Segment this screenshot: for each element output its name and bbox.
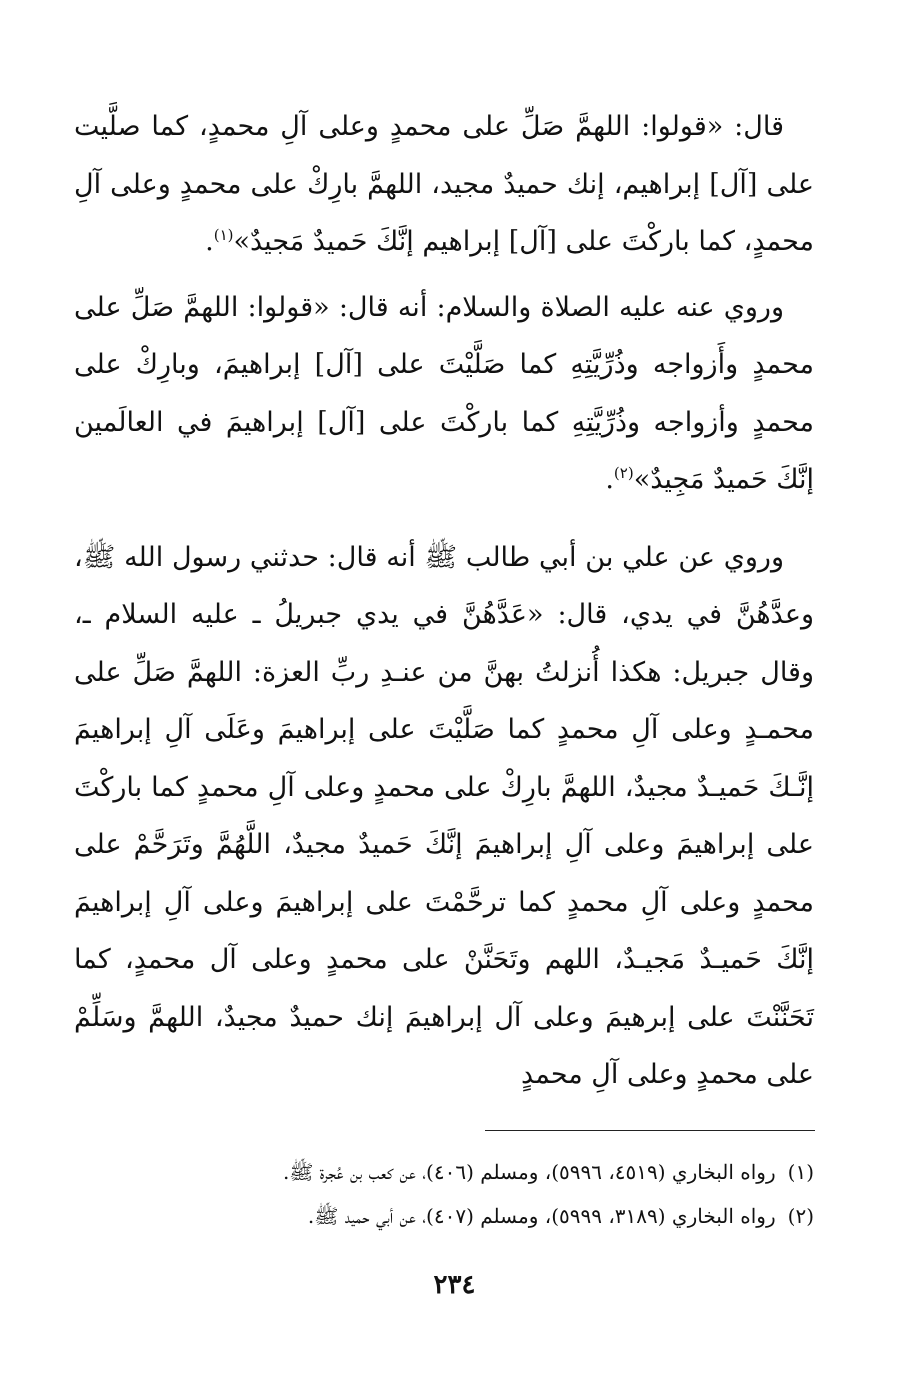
footnote-1-text: رواه البخاري (٤٥١٩، ٥٩٩٦)، ومسلم (٤٠٦)، عن كعب بن عُجرة ﷺ. <box>282 1160 776 1184</box>
footnotes <box>74 1150 814 1238</box>
footnote-1-number: (١) <box>787 1160 814 1184</box>
main-text <box>74 98 814 1104</box>
footnote-2-text: رواه البخاري (٣١٨٩، ٥٩٩٩)، ومسلم (٤٠٧)، عن أبي حميد ﷺ. <box>307 1204 776 1228</box>
paragraph-2-text: وروي عنه عليه الصلاة والسلام: أنه قال: «قولوا: اللهمَّ صَلِّ على محمدٍ وأَزواجه وذُرِّيَّتِهِ كما صَلَّيْتَ على [آل] إبراهيمَ، وبارِكْ على محمدٍ وأزواجه وذُرِّيَّتِهِ كما باركْتَ على [آل] إبراهيمَ في العالَمين إنَّكَ حَميدٌ مَجِيدٌ» <box>74 291 814 495</box>
paragraph-1-tail: . <box>205 226 214 257</box>
paragraph-3-text: وروي عن علي بن أبي طالب ﷺ أنه قال: حدثني رسول الله ﷺ، وعدَّهُنَّ في يدي، قال: «عَدَّهُنَّ في يدي جبريلُ ـ عليه السلام ـ، وقال جبريل: هكذا أُنزلتُ بهنَّ من عنـدِ ربِّ العزة: اللهمَّ صَلِّ على محمـدٍ وعلى آلِ محمدٍ كما صَلَّيْتَ على إبراهيمَ وعَلَى آلِ إبراهيمَ إنَّـكَ حَميـدٌ مجيدٌ، اللهمَّ بارِكْ على محمدٍ وعلى آلِ محمدٍ كما باركْتَ على إبراهيمَ وعلى آلِ إبراهيمَ إنَّكَ حَميدٌ مجيدٌ، اللَّهُمَّ وتَرَحَّمْ على محمدٍ وعلى آلِ محمدٍ كما ترحَّمْتَ على إبراهيمَ وعلى آلِ إبراهيمَ إنَّكَ حَميـدٌ مَجيـدٌ، اللهم وتَحَنَّنْ على محمدٍ وعلى آل محمدٍ، كما تَحَنَّنْتَ على إبرهيمَ وعلى آل إبراهيمَ إنك حميدٌ مجيدٌ، اللهمَّ وسَلِّمْ على محمدٍ وعلى آلِ محمدٍ <box>74 541 814 1090</box>
footnote-2 <box>74 1194 814 1238</box>
paragraph-3 <box>74 529 814 1104</box>
page-number: ٢٣٤ <box>433 1270 476 1300</box>
paragraph-1-text: قال: «قولوا: اللهمَّ صَلِّ على محمدٍ وعلى آلِ محمدٍ، كما صلَّيت على [آل] إبراهيم، إنك حميدٌ مجيد، اللهمَّ بارِكْ على محمدٍ وعلى آلِ محمدٍ، كما باركْتَ على [آل] إبراهيم إنَّكَ حَميدٌ مَجيدٌ» <box>74 111 814 257</box>
paragraph-2 <box>74 279 814 509</box>
footnote-2-number: (٢) <box>787 1204 814 1228</box>
footnote-1 <box>74 1150 814 1194</box>
footnote-divider <box>485 1130 815 1131</box>
paragraph-2-tail: . <box>605 464 614 495</box>
footnote-ref-2[interactable]: (٢) <box>613 464 634 482</box>
paragraph-1 <box>74 98 814 271</box>
footnote-ref-1[interactable]: (١) <box>213 226 234 244</box>
